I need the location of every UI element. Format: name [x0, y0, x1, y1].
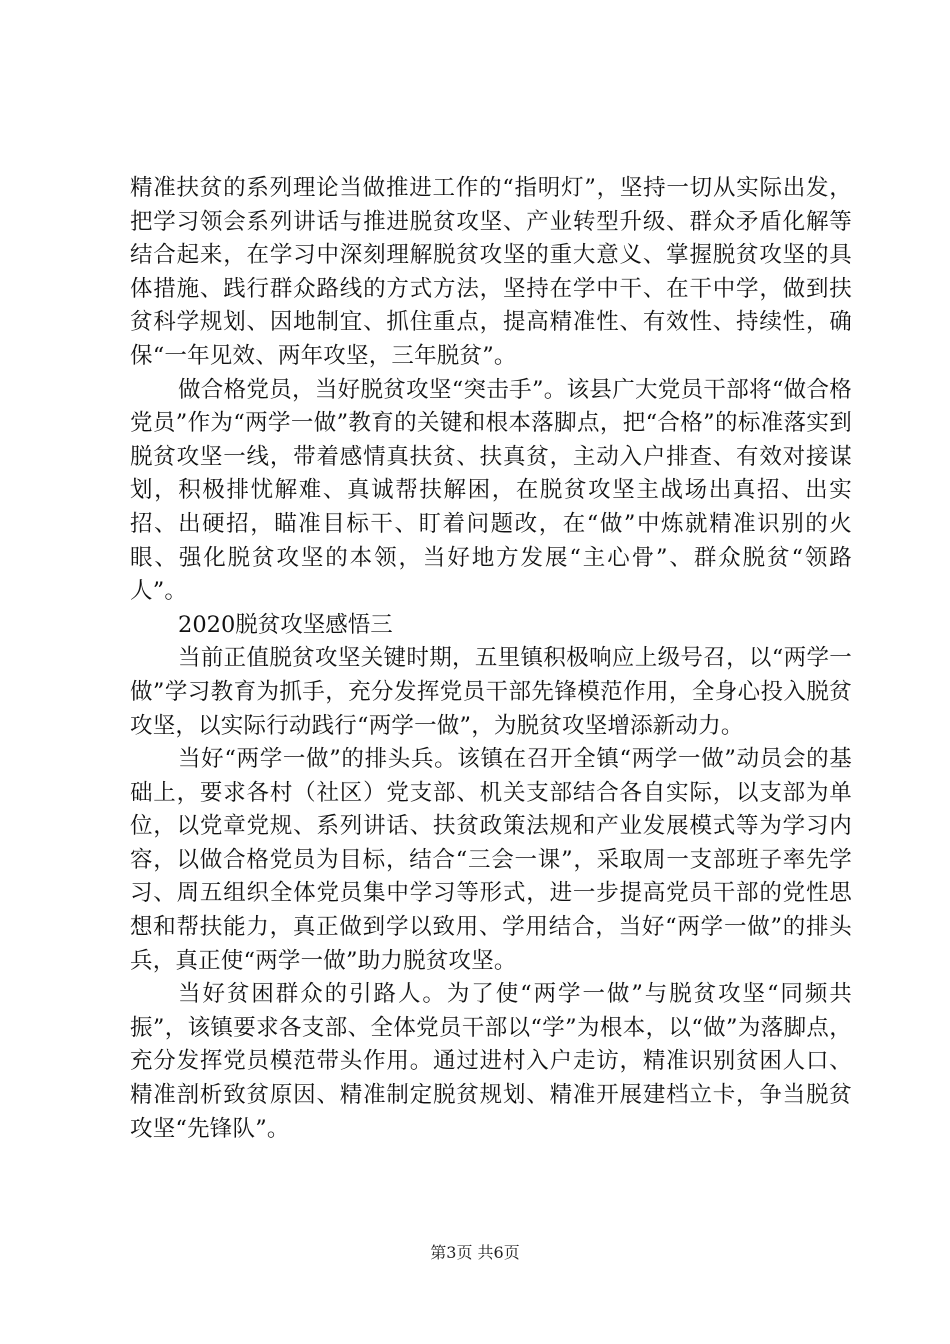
paragraph-2: 做合格党员，当好脱贫攻坚“突击手”。该县广大党员干部将“做合格党员”作为“两学一做”教育的关键和根本落脚点，把“合格”的标准落实到脱贫攻坚一线，带着感情真扶贫、扶真贫，主动入户排查、有效对接谋划，积极排忧解难、真诚帮扶解困，在脱贫攻坚主战场出真招、出实招、出硬招，瞄准目标干、盯着问题改，在“做”中炼就精准识别的火眼、强化脱贫攻坚的本领，当好地方发展“主心骨”、群众脱贫“领路人”。: [130, 376, 852, 605]
paragraph-5: 当好贫困群众的引路人。为了使“两学一做”与脱贫攻坚“同频共振”，该镇要求各支部、全体党员干部以“学”为根本，以“做”为落脚点，充分发挥党员模范带头作用。通过进村入户走访，精准识别贫困人口、精准剖析致贫原因、精准制定脱贫规划、精准开展建档立卡，争当脱贫攻坚“先锋队”。: [130, 981, 852, 1142]
section-heading: 2020脱贫攻坚感悟三: [178, 611, 393, 638]
page-number: 第3页 共6页: [430, 1243, 520, 1262]
paragraph-4: 当好“两学一做”的排头兵。该镇在召开全镇“两学一做”动员会的基础上，要求各村（社区）党支部、机关支部结合各自实际，以支部为单位，以党章党规、系列讲话、扶贫政策法规和产业发展模式等为学习内容，以做合格党员为目标，结合“三会一课”，采取周一支部班子率先学习、周五组织全体党员集中学习等形式，进一步提高党员干部的党性思想和帮扶能力，真正做到学以致用、学用结合，当好“两学一做”的排头兵，真正使“两学一做”助力脱贫攻坚。: [130, 746, 852, 974]
page-footer: [0, 1240, 950, 1263]
document-body: [130, 172, 852, 1146]
paragraph-1: 精准扶贫的系列理论当做推进工作的“指明灯”，坚持一切从实际出发，把学习领会系列讲话与推进脱贫攻坚、产业转型升级、群众矛盾化解等结合起来，在学习中深刻理解脱贫攻坚的重大意义、掌握脱贫攻坚的具体措施、践行群众路线的方式方法，坚持在学中干、在干中学，做到扶贫科学规划、因地制宜、抓住重点，提高精准性、有效性、持续性，确保“一年见效、两年攻坚，三年脱贫”。: [130, 175, 852, 369]
paragraph-3: 当前正值脱贫攻坚关键时期，五里镇积极响应上级号召，以“两学一做”学习教育为抓手，充分发挥党员干部先锋模范作用，全身心投入脱贫攻坚，以实际行动践行“两学一做”，为脱贫攻坚增添新动力。: [130, 645, 852, 739]
